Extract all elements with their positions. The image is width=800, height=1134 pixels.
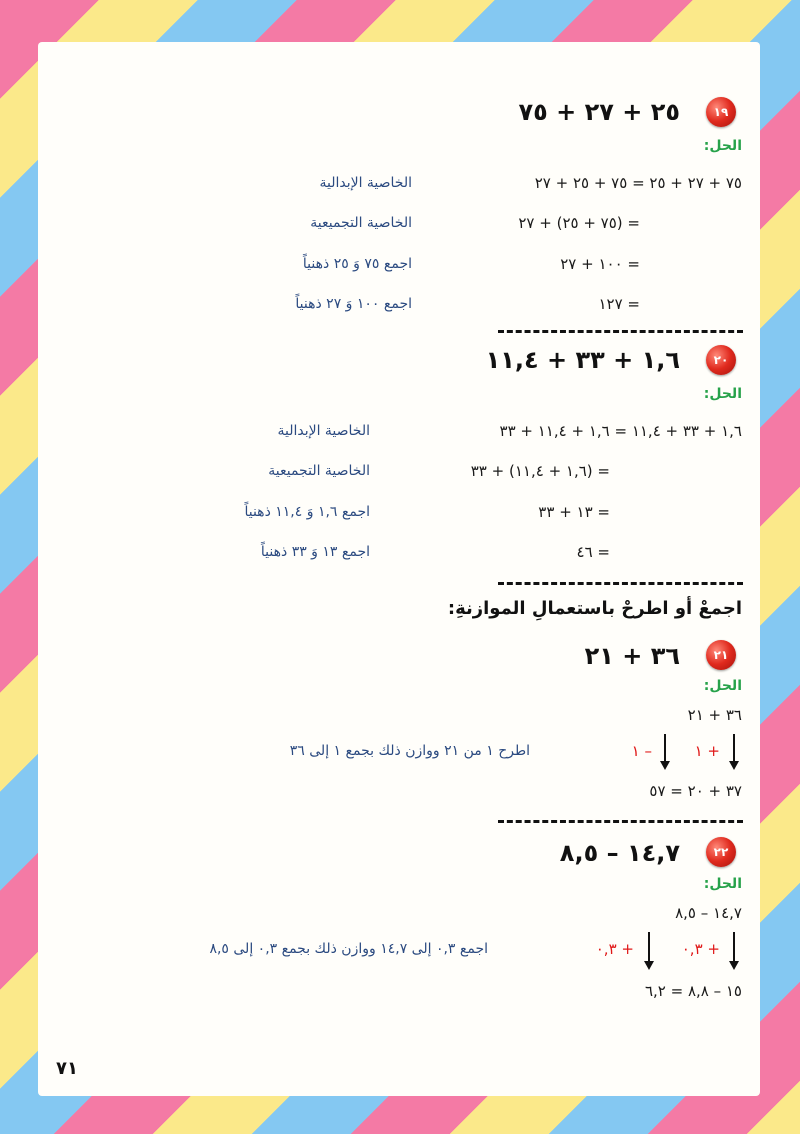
p21-adjust-left: – ١ <box>631 742 652 760</box>
p21-arrow-right <box>733 734 735 762</box>
problem-21-title: ٣٦ + ٢١ <box>584 642 680 670</box>
separator-1 <box>498 330 743 333</box>
problem-19-solution-label: الحل: <box>703 138 742 154</box>
problem-20-title: ١,٦ + ٣٣ + ١١,٤ <box>485 346 680 374</box>
p22-adjust-left-sign: + <box>621 940 634 958</box>
p19-row-1-expr: ٧٥ + ٢٧ + ٢٥ = ٧٥ + ٢٥ + ٢٧ <box>534 174 742 192</box>
p20-row-2-expr: = (١,٦ + ١١,٤) + ٣٣ <box>470 462 610 480</box>
problem-21-solution-label: الحل: <box>703 678 742 694</box>
page-sheet <box>38 42 760 1096</box>
problem-22-title: ١٤,٧ – ٨,٥ <box>559 839 680 867</box>
page-number: ٧١ <box>56 1058 78 1079</box>
p19-row-3-expr: = ١٠٠ + ٢٧ <box>560 255 640 273</box>
p20-row-4-label: اجمع ١٣ وَ ٣٣ ذهنياً <box>260 544 370 560</box>
p22-note: اجمع ٠,٣ إلى ١٤,٧ ووازن ذلك بجمع ٠,٣ إلى ٨,٥ <box>209 941 488 957</box>
problem-22-solution-label: الحل: <box>703 876 742 892</box>
p22-adjust-right-value: ٠,٣ <box>681 940 703 958</box>
p20-row-1-label: الخاصية الإبدالية <box>277 423 370 439</box>
p19-row-2-label: الخاصية التجميعية <box>310 215 412 231</box>
p19-row-4-expr: = ١٢٧ <box>598 295 640 313</box>
p22-adjust-right <box>682 940 720 958</box>
problem-21-badge: ٢١ <box>706 640 736 670</box>
p19-row-4-label: اجمع ١٠٠ وَ ٢٧ ذهنياً <box>295 296 412 312</box>
p20-row-2-label: الخاصية التجميعية <box>268 463 370 479</box>
p20-row-3-expr: = ١٣ + ٣٣ <box>538 503 610 521</box>
p22-adjust-right-sign: + <box>707 940 720 958</box>
separator-3 <box>498 820 743 823</box>
p21-adjust-right: + ١ <box>694 742 720 760</box>
p21-note: اطرح ١ من ٢١ ووازن ذلك بجمع ١ إلى ٣٦ <box>289 743 530 759</box>
p22-result: ١٥ – ٨,٨ = ٦,٢ <box>644 982 742 1000</box>
p19-row-2-expr: = (٧٥ + ٢٥) + ٢٧ <box>518 214 640 232</box>
problem-19-title: ٢٥ + ٢٧ + ٧٥ <box>518 98 680 126</box>
section-heading: اجمعْ أو اطرحْ باستعمالِ الموازنةِ: <box>447 598 742 619</box>
p19-row-3-label: اجمع ٧٥ وَ ٢٥ ذهنياً <box>302 256 412 272</box>
p20-row-1-expr: ١,٦ + ٣٣ + ١١,٤ = ١,٦ + ١١,٤ + ٣٣ <box>499 422 742 440</box>
separator-2 <box>498 582 743 585</box>
p19-row-1-label: الخاصية الإبدالية <box>319 175 412 191</box>
p22-arrow-right <box>733 932 735 962</box>
p22-adjust-left-value: ٠,٣ <box>595 940 617 958</box>
p22-arrow-left <box>648 932 650 962</box>
p22-adjust-left <box>596 940 634 958</box>
p20-row-3-label: اجمع ١,٦ وَ ١١,٤ ذهنياً <box>244 504 370 520</box>
p21-result: ٣٧ + ٢٠ = ٥٧ <box>649 782 742 800</box>
p22-line-1: ١٤,٧ – ٨,٥ <box>675 904 742 922</box>
problem-20-solution-label: الحل: <box>703 386 742 402</box>
p21-line-1: ٣٦ + ٢١ <box>687 706 742 724</box>
p20-row-4-expr: = ٤٦ <box>576 543 610 561</box>
p21-arrow-left <box>664 734 666 762</box>
problem-19-badge: ١٩ <box>706 97 736 127</box>
problem-22-badge: ٢٢ <box>706 837 736 867</box>
problem-20-badge: ٢٠ <box>706 345 736 375</box>
